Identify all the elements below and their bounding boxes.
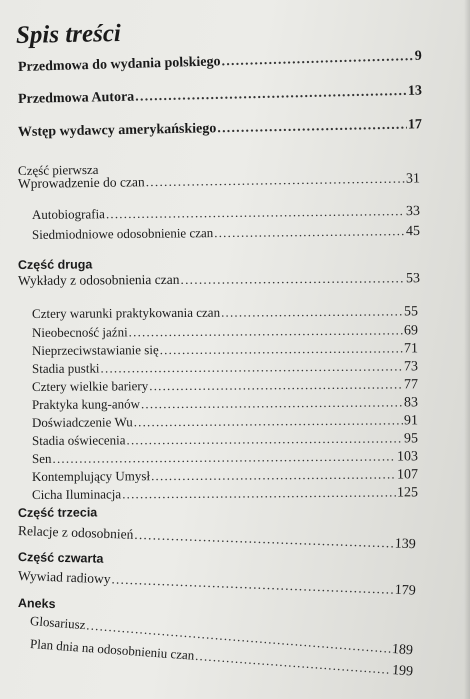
- leader-dots: [217, 118, 407, 138]
- toc-entry: [32, 412, 418, 432]
- toc-entry-label: Doświadczenie Wu: [31, 414, 133, 430]
- leader-dots: [106, 203, 405, 222]
- toc-entry-page: 45: [405, 223, 421, 240]
- toc-entry-page: 71: [403, 341, 419, 357]
- leader-dots: [160, 340, 403, 358]
- leader-dots: [180, 270, 405, 288]
- toc-entry-page: 199: [391, 662, 414, 680]
- part-heading: Część druga: [17, 257, 93, 272]
- toc-entry-page: 31: [405, 171, 421, 187]
- toc-entry-label: Plan dnia na odosobnieniu czan: [29, 636, 195, 663]
- toc-entry-label: Cicha Iluminacja: [31, 486, 122, 502]
- leader-dots: [149, 376, 403, 394]
- leader-dots: [129, 322, 403, 340]
- toc-entry-label: Siedmiodniowe odosobnienie czan: [31, 225, 214, 242]
- toc-entry: [32, 303, 418, 323]
- toc-entry: [18, 270, 420, 290]
- toc-entry: [32, 376, 418, 396]
- toc-entry: [32, 448, 418, 468]
- toc-entry: [18, 49, 422, 76]
- toc-entry: [32, 358, 418, 378]
- toc-entry-page: 189: [391, 641, 414, 659]
- toc-entry: [32, 466, 418, 486]
- part-heading: Część czwarta: [17, 550, 104, 566]
- leader-dots: [100, 358, 403, 376]
- toc-entry-page: 103: [396, 449, 419, 465]
- toc-entry-label: Wywiad radiowy: [17, 568, 111, 587]
- toc-entry: [18, 117, 422, 141]
- toc-entry: [18, 84, 422, 108]
- toc-entry-label: Praktyka kung-anów: [31, 396, 140, 412]
- toc-entry: [32, 340, 418, 360]
- part-heading: Aneks: [17, 596, 56, 612]
- leader-dots: [221, 303, 403, 320]
- toc-entry-label: Autobiografia: [31, 206, 105, 222]
- toc-entry-page: 33: [405, 203, 421, 220]
- toc-entry-page: 125: [396, 485, 419, 501]
- leader-dots: [135, 84, 407, 106]
- toc-entry: [32, 223, 420, 244]
- leader-dots: [134, 412, 403, 430]
- leader-dots: [52, 448, 396, 466]
- toc-entry-label: Przedmowa do wydania polskiego: [17, 54, 221, 75]
- toc-entry: [32, 484, 418, 504]
- toc-entry: [32, 203, 420, 224]
- toc-entry-label: Wprowadzenie do czan: [17, 174, 145, 191]
- leader-dots: [111, 571, 394, 597]
- toc-entry-page: 69: [403, 323, 419, 339]
- toc-entry-page: 107: [396, 467, 419, 483]
- toc-entry-page: 77: [403, 377, 419, 393]
- toc-entry: [32, 430, 418, 450]
- toc-entry-page: 13: [407, 83, 423, 99]
- page-title: Spis treści: [15, 19, 122, 49]
- toc-entry-label: Nieobecność jaźni: [31, 324, 128, 340]
- leader-dots: [126, 430, 403, 448]
- toc-entry-label: Nieprzeciwstawianie się: [31, 342, 159, 358]
- toc-entry: [18, 523, 416, 553]
- toc-entry-label: Wykłady z odosobnienia czan: [17, 271, 180, 288]
- toc-entry-label: Sen: [31, 450, 52, 466]
- toc-entry-label: Cztery warunki praktykowania czan: [31, 304, 221, 321]
- toc-entry-label: Cztery wielkie bariery: [31, 378, 149, 394]
- toc-entry-page: 9: [414, 48, 423, 64]
- toc-entry-label: Glosariusz: [29, 613, 87, 633]
- toc-entry-page: 91: [403, 413, 419, 429]
- toc-entry-page: 95: [403, 431, 419, 447]
- toc-entry-label: Stadia oświecenia: [31, 432, 126, 448]
- leader-dots: [221, 49, 414, 70]
- leader-dots: [214, 223, 405, 241]
- leader-dots: [146, 171, 406, 191]
- toc-entry-page: 83: [403, 395, 419, 411]
- toc-entry-label: Relacje z odosobnień: [17, 523, 134, 542]
- toc-entry-page: 55: [403, 304, 419, 320]
- toc-entry: [18, 568, 416, 600]
- toc-entry-label: Przedmowa Autora: [17, 89, 135, 107]
- part-heading: Część pierwsza: [17, 161, 99, 178]
- leader-dots: [134, 527, 394, 552]
- leader-dots: [122, 484, 396, 502]
- toc-entry-label: Wstęp wydawcy amerykańskiego: [17, 121, 217, 140]
- toc-entry-page: 53: [405, 271, 421, 287]
- toc-entry-page: 73: [403, 359, 419, 375]
- leader-dots: [151, 466, 396, 484]
- toc-entry: [32, 322, 418, 342]
- toc-entry-label: Stadia pustki: [31, 360, 100, 376]
- part-heading: Część trzecia: [17, 505, 98, 520]
- toc-entry-page: 179: [394, 582, 417, 599]
- toc-entry-page: 17: [407, 117, 423, 133]
- toc-entry: [32, 394, 418, 414]
- page-shadow: [464, 0, 470, 699]
- toc-entry-label: Kontemplujący Umysł: [31, 468, 151, 484]
- toc-entry-page: 139: [394, 536, 417, 553]
- leader-dots: [141, 394, 403, 412]
